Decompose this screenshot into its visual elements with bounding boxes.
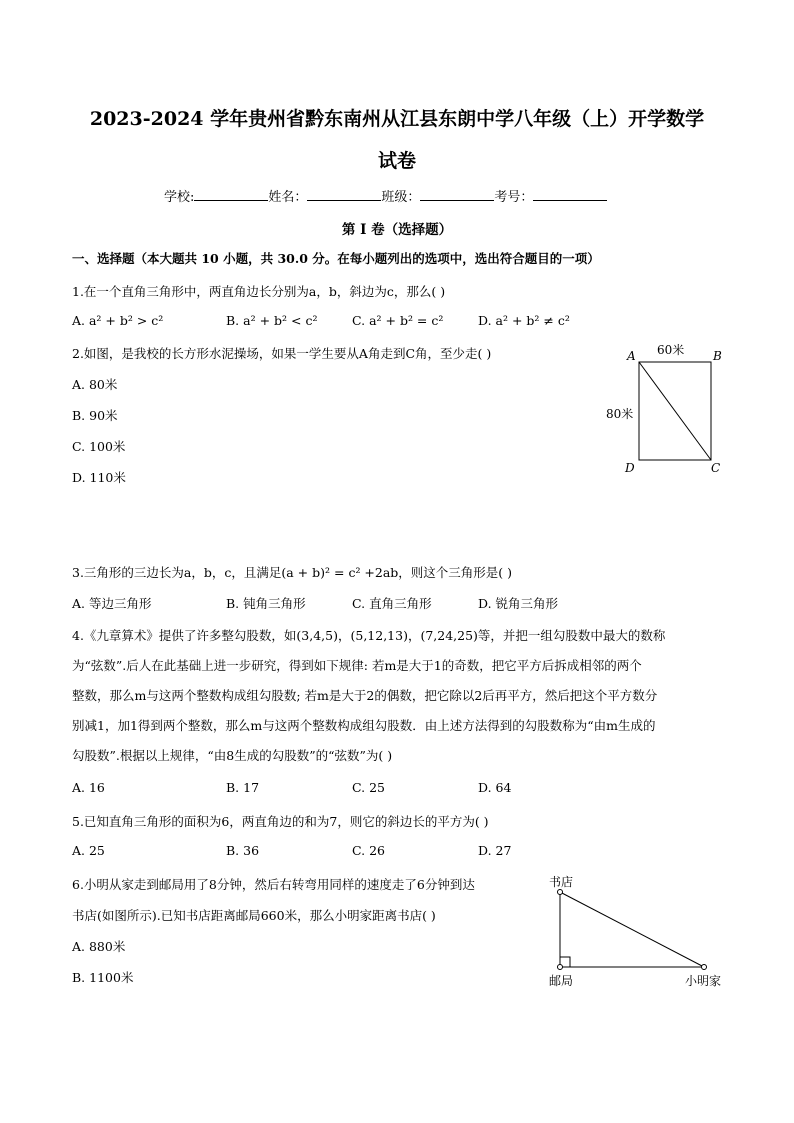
q2-option-d[interactable]: D. 110米 — [72, 470, 126, 485]
q1-stem: 1.在一个直角三角形中，两直角边长分别为a，b，斜边为c，那么( ) — [72, 284, 446, 299]
q4-line2: 为“弦数”.后人在此基础上进一步研究，得到如下规律: 若m是大于1的奇数，把它平方后拆成相邻的两个 — [72, 658, 642, 673]
q6-triangle-figure — [540, 872, 730, 992]
section-title: 第 I 卷（选择题） — [341, 222, 453, 238]
q4-line1: 4.《九章算术》提供了许多整勾股数，如(3,4,5)，(5,12,13)，(7,24,25)等，并把一组勾股数中最大的数称 — [72, 628, 666, 643]
q4-option-a[interactable]: A. 16 — [72, 780, 105, 795]
part1-heading: 一、选择题（本大题共 10 小题，共 30.0 分。在每小题列出的选项中，选出符合题目的一项） — [72, 251, 600, 266]
q4-line5: 勾股数”.根据以上规律，“由8生成的勾股数”的“弦数”为( ) — [72, 748, 393, 763]
q2-option-a[interactable]: A. 80米 — [72, 377, 118, 392]
paper-title-line2: 试卷 — [377, 150, 416, 172]
q2-option-c[interactable]: C. 100米 — [72, 439, 126, 454]
q3-option-a[interactable]: A. 等边三角形 — [72, 596, 152, 611]
q6-point-home — [702, 965, 707, 970]
q5-stem: 5.已知直角三角形的面积为6，两直角边的和为7，则它的斜边长的平方为( ) — [72, 814, 489, 829]
q4-line3: 整数，那么m与这两个整数构成组勾股数; 若m是大于2的偶数，把它除以2后再平方，然后把这个平方数分 — [72, 688, 658, 703]
name-label: 姓名： — [268, 190, 308, 205]
exam-no-blank[interactable] — [533, 188, 607, 201]
q2-left-length: 80米 — [606, 407, 634, 421]
q3-stem: 3.三角形的三边长为a，b，c，且满足(a + b)² = c² +2ab，则这个三角形是( ) — [72, 565, 513, 580]
q4-option-b[interactable]: B. 17 — [226, 780, 260, 795]
q3-option-d[interactable]: D. 锐角三角形 — [478, 596, 559, 611]
q6-label-post: 邮局 — [549, 974, 574, 988]
student-info-line — [164, 186, 607, 205]
q5-option-a[interactable]: A. 25 — [72, 843, 105, 858]
q2-label-a: A — [627, 349, 636, 363]
q4-line4: 别减1，加1得到两个整数，那么m与这两个整数构成组勾股数．由上述方法得到的勾股数称为“由m生成的 — [72, 718, 656, 733]
q6-point-bookstore — [558, 890, 563, 895]
q2-diagonal-ac — [639, 362, 711, 460]
class-blank[interactable] — [420, 188, 494, 201]
q2-top-length: 60米 — [657, 343, 685, 357]
q6-option-b[interactable]: B. 1100米 — [72, 970, 134, 985]
q6-point-post — [558, 965, 563, 970]
q1-option-c[interactable]: C. a² + b² = c² — [352, 313, 444, 328]
q5-option-d[interactable]: D. 27 — [478, 843, 512, 858]
class-label: 班级： — [381, 190, 421, 205]
q5-option-c[interactable]: C. 26 — [352, 843, 385, 858]
paper-title-line1: 2023-2024 学年贵州省黔东南州从江县东朗中学八年级（上）开学数学 — [89, 108, 705, 130]
q3-option-c[interactable]: C. 直角三角形 — [352, 596, 432, 611]
exam-no-label: 考号： — [494, 190, 534, 205]
q4-option-d[interactable]: D. 64 — [478, 780, 512, 795]
q1-option-b[interactable]: B. a² + b² < c² — [226, 313, 318, 328]
school-label: 学校: — [164, 190, 195, 205]
q3-option-b[interactable]: B. 钝角三角形 — [226, 596, 306, 611]
q1-option-a[interactable]: A. a² + b² > c² — [72, 313, 164, 328]
q6-label-bookstore: 书店 — [549, 875, 574, 889]
q6-option-a[interactable]: A. 880米 — [72, 939, 126, 954]
q6-line2: 书店(如图所示).已知书店距离邮局660米，那么小明家距离书店( ) — [72, 908, 436, 923]
school-blank[interactable] — [194, 188, 268, 201]
q2-label-d: D — [625, 461, 635, 475]
q2-label-c: C — [711, 461, 721, 475]
q2-label-b: B — [713, 349, 722, 363]
q1-option-d[interactable]: D. a² + b² ≠ c² — [478, 313, 570, 328]
q6-line1: 6.小明从家走到邮局用了8分钟，然后右转弯用同样的速度走了6分钟到达 — [72, 877, 475, 892]
q2-option-b[interactable]: B. 90米 — [72, 408, 118, 423]
name-blank[interactable] — [307, 188, 381, 201]
q2-rectangle-figure — [600, 340, 730, 475]
q2-stem: 2.如图，是我校的长方形水泥操场，如果一学生要从A角走到C角，至少走( ) — [72, 346, 492, 361]
q4-option-c[interactable]: C. 25 — [352, 780, 385, 795]
q6-side-home-bookstore — [560, 892, 704, 967]
q5-option-b[interactable]: B. 36 — [226, 843, 260, 858]
q6-label-home: 小明家 — [685, 974, 722, 988]
